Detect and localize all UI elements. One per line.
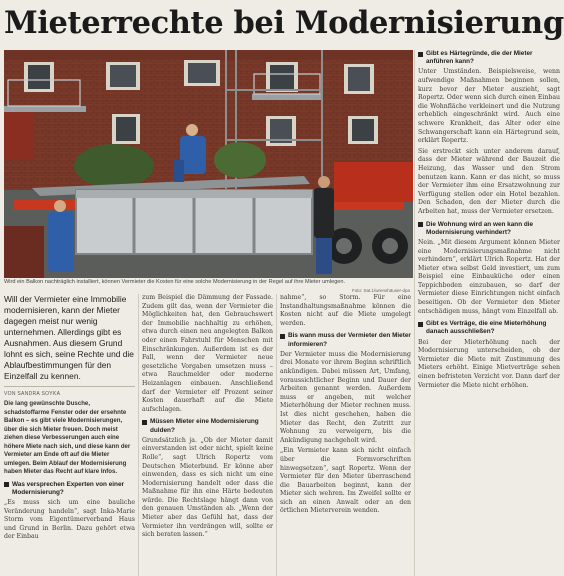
photo-caption: Wird ein Balkon nachträglich installiert, können Vermieter die Kosten für eine solche Modernisierung in der Regel auf ihre Mieter umlegen. — [4, 279, 346, 285]
section-heading: Müssen Mieter eine Modernisierung dulden? — [142, 418, 273, 434]
column-2 — [142, 294, 273, 576]
article-intro: Die lang gewünschte Dusche, schadstoffarme Fenster oder der ersehnte Balkon – es gibt viele Modernisierungen, über die sich Mieter freuen. Doch meist ziehen diese Verbesserungen auch eine höhere Miete nach sich, und diese kann der Vermieter am Ende oft auf die Mieter umlegen. Beim Ablauf der Modernisierung haben Mieter das Recht auf klare Infos. — [4, 400, 131, 475]
column-4 — [418, 50, 560, 576]
section-heading: Bis wann muss der Vermieter den Mieter informieren? — [280, 332, 411, 348]
section-heading: Gibt es Härtegründe, die der Mieter anführen kann? — [418, 50, 560, 66]
paragraph: Grundsätzlich ja. „Ob der Mieter damit einverstanden ist oder nicht, spielt keine Rolle“, sagt Ulrich Ropertz vom Deutschen Mieterbund. Er könne aber einwenden, dass es sich nicht um eine Modernisierung handelt oder dass die Maßnahme für ihn eine Härte bedeuten würde. Die Rechtslage hängt dann von den genauen Umständen ab. „Wenn der Mieter aber das Gefühl hat, dass der Vermieter ihn verdrängen will, sollte er sich beraten lassen.“ — [142, 436, 273, 539]
author-byline: VON SANDRA SOYKA — [4, 391, 61, 397]
section-heading: Die Wohnung wird an wen kann die Modernisierung verhindert? — [418, 221, 560, 237]
column-3 — [280, 294, 411, 576]
article-photo — [4, 50, 413, 278]
headline: Mieterrechte bei Modernisierung — [4, 5, 564, 41]
paragraph: Bei der Mieterhöhung nach der Modernisierung unterscheiden, ob der Vermieter die Miete mit Zustimmung des Mieters erhöht. Einige Mietverträge sehen einen befristeten Verzicht vor. Dann darf der Vermieter die Miete nicht erhöhen. — [418, 338, 560, 389]
photo-credit: Foto: Sat.1/wrenshäuser-dpa — [351, 288, 410, 293]
column-rule — [276, 294, 277, 576]
paragraph: nahme“, so Storm. Für eine Instandhaltungsmaßnahme können die Kosten nicht auf die Miete umgelegt werden. — [280, 294, 411, 327]
paragraph: „Ein Vermieter kann sich nicht einfach über die Formvorschriften hinwegsetzen“, sagt Ropertz. Wenn der Vermieter für den Mieter überraschend die Bauarbeiten beginnt, kann der Mieter sich wehren. Im Zweifel sollte er sich an einen Anwalt oder an den örtlichen Mieterverein wenden. — [280, 447, 411, 515]
column-rule — [138, 294, 139, 576]
bullet-square-icon — [4, 482, 9, 487]
paragraph: Nein. „Mit diesem Argument können Mieter eine Modernisierungsmaßnahme nicht verhindern“, erklärt Ulrich Ropertz. Hat der Mieter etwa selbst Geld investiert, um zum Beispiel eine Einbauküche oder einen Teppichboden einzubauen, so darf der Vermieter diese Einrichtungen nicht einfach beseitigen. Ob der Vermieter den Mieter entschädigen muss, hängt vom Einzelfall ab. — [418, 238, 560, 315]
bullet-square-icon — [418, 222, 423, 227]
paragraph: Sie erstreckt sich unter anderem darauf, dass der Mieter während der Bauzeit die Heizung, das Wasser und den Strom benutzen kann. Kann er das nicht, so muss der Vermieter ihm eine Ersatzwohnung zur Verfügung stellen oder ein Hotel bezahlen. Den Schaden, den der Mieter durch die Arbeiten hat, muss der Vermieter ersetzen. — [418, 147, 560, 215]
bullet-square-icon — [418, 52, 423, 57]
article-lead: Will der Vermieter eine Immobilie modernisieren, kann der Mieter dagegen meist nur wenig unternehmen. Allerdings gibt es Ausnahmen. Aus diesem Grund lohnt es sich, seine Rechte und die Ablaufbestimmungen für den Einzelfall zu kennen. — [4, 294, 134, 381]
section-heading: Was versprechen Experten von einer Modernisierung? — [4, 481, 135, 497]
paragraph: zum Beispiel die Dämmung der Fassade. Zudem gilt das, wenn der Vermieter die Möglichkeiten hat, den Gebrauchswert der Immobilie nachhaltig zu erhöhen, etwa durch einen neu angelegten Balkon oder einen Fahrstuhl für Menschen mit Einschränkungen. Außerdem ist es der Fall, wenn der Vermieter neue gesetzliche Vorgaben umsetzen muss – etwa Rauchmelder oder moderne Heizanlagen einbauen. Anschließend darf der Vermieter elf Prozent seiner Kosten dauerhaft auf die Miete aufschlagen. — [142, 294, 273, 413]
photo-balcony-installation — [4, 50, 413, 278]
paragraph: „Es muss sich um eine bauliche Veränderung handeln“, sagt Inka-Marie Storm vom Eigentümerverband Haus und Grund in Berlin. Dazu gehört etwa der Einbau — [4, 498, 135, 541]
bullet-square-icon — [280, 334, 285, 339]
paragraph: Unter Umständen. Beispielsweise, wenn aufwendige Maßnahmen beginnen sollen, kurz bevor der Mieter auszieht, sagt Ropertz. Oder wenn sich durch einen Einbau die Wohnfläche verkleinert und die Nutzung erheblich eingeschränkt wird. Auch eine schwere Krankheit, das Alter oder eine Schwangerschaft kann ein Härtegrund sein, erklärt Ropertz. — [418, 68, 560, 145]
column-1 — [4, 294, 135, 576]
paragraph: Der Vermieter muss die Modernisierung drei Monate vor ihrem Beginn schriftlich ankündigen. Dabei müssen Art, Umfang, voraussichtlicher Beginn und Dauer der Arbeiten genannt werden. Außerdem muss er angeben, mit welcher Mieterhöhung der Mieter rechnen muss. Ist dies nicht geschehen, haben die Mieter das Recht, den Zutritt zur Wohnung zu verweigern, bis die Ankündigung nachgeholt wird. — [280, 350, 411, 444]
bullet-square-icon — [418, 322, 423, 327]
column-rule — [414, 50, 415, 576]
divider — [4, 386, 135, 387]
bullet-square-icon — [142, 420, 147, 425]
section-heading: Gibt es Verträge, die eine Mieterhöhung danach ausschließen? — [418, 320, 560, 336]
